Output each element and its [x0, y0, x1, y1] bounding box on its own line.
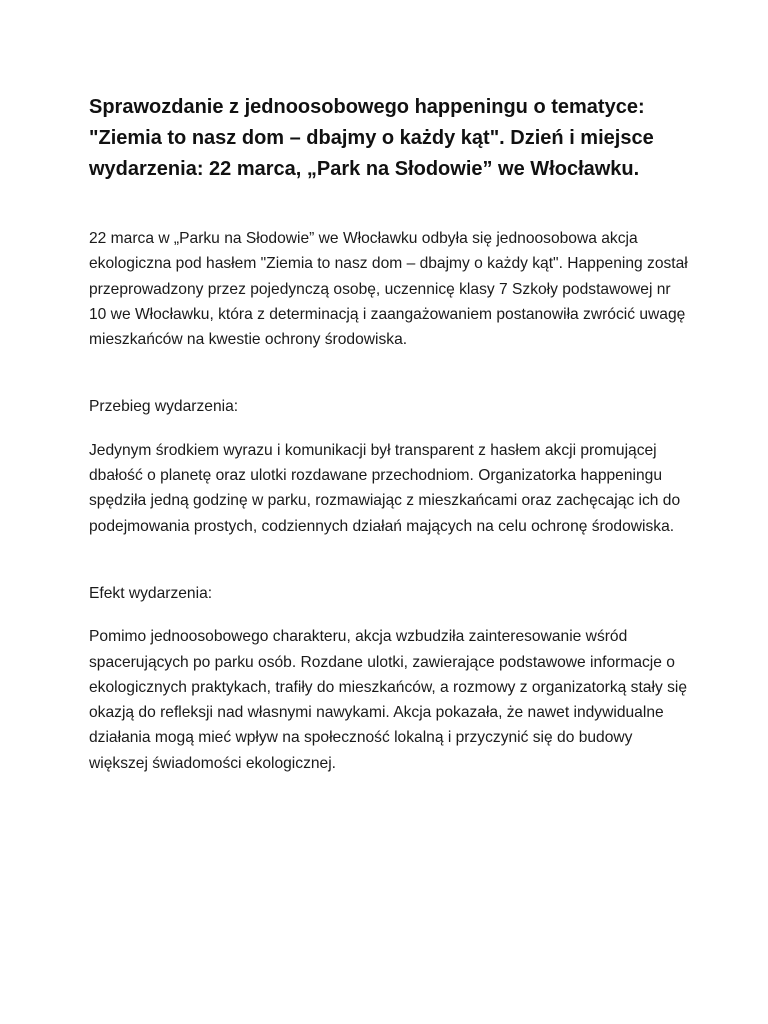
section-body-przebieg: Jedynym środkiem wyrazu i komunikacji był transparent z hasłem akcji promującej dbałość o planetę oraz ulotki rozdawane przechodniom. Organizatorka happeningu spędziła jedną godzinę w parku, rozmawiając z mieszkańcami oraz zachęcając ich do podejmowania prostych, codziennych działań mających na celu ochronę środowiska. — [89, 441, 681, 535]
intro-paragraph: 22 marca w „Parku na Słodowie” we Włocławku odbyła się jednoosobowa akcja ekologiczna pod hasłem "Ziemia to nasz dom – dbajmy o każdy kąt". Happening został przeprowadzony przez pojedynczą osobę, uczennicę klasy 7 Szkoły podstawowej nr 10 we Włocławku, która z determinacją i zaangażowaniem postanowiła zwrócić uwagę mieszkańców na kwestie ochrony środowiska. — [89, 230, 688, 349]
section-heading-efekt: Efekt wydarzenia: — [89, 584, 213, 602]
document-title: Sprawozdanie z jednoosobowego happeningu o tematyce: "Ziemia to nasz dom – dbajmy o każdy kąt". Dzień i miejsce wydarzenia: 22 marca, „Park na Słodowie” we Włocławku. — [89, 96, 654, 180]
section-heading-przebieg: Przebieg wydarzenia: — [89, 398, 239, 416]
document-page — [89, 92, 689, 776]
section-body-efekt: Pomimo jednoosobowego charakteru, akcja wzbudziła zainteresowanie wśród spacerujących po parku osób. Rozdane ulotki, zawierające podstawowe informacje o ekologicznych praktykach, trafiły do mieszkańców, a rozmowy z organizatorką stały się okazją do refleksji nad własnymi nawykami. Akcja pokazała, że nawet indywidualne działania mogą mieć wpływ na społeczność lokalną i przyczynić się do budowy większej świadomości ekologicznej. — [89, 628, 688, 772]
